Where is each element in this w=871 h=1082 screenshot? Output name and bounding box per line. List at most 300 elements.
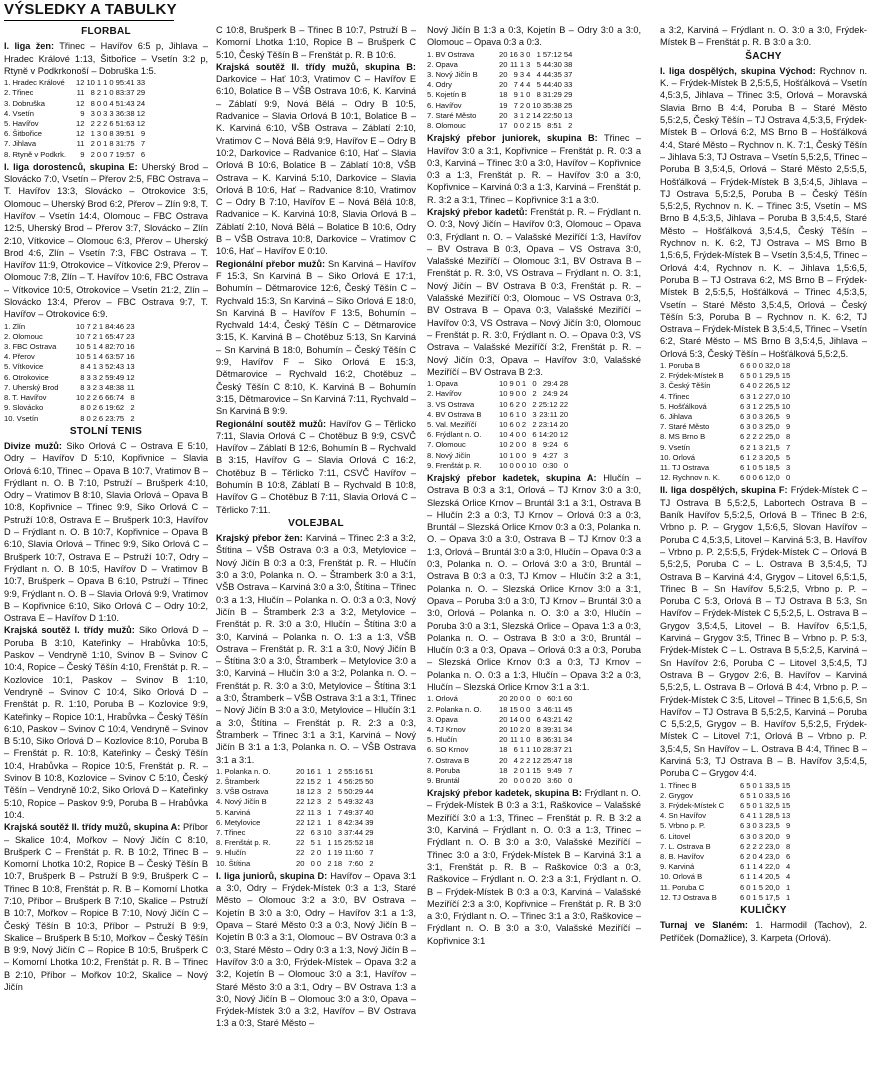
stat-cell: 1 — [752, 872, 757, 882]
stat-cell: 4 — [758, 852, 763, 861]
stat-cell: 1 — [752, 391, 757, 401]
team-cell: 11. TJ Ostrava — [660, 463, 710, 473]
team-cell: 8. T. Havířov — [4, 393, 47, 403]
stat-cell: 20 — [296, 766, 305, 776]
team-cell: 9. Hlučín — [216, 848, 246, 858]
stat-cell: 5 — [758, 882, 763, 892]
stat-cell: 2 — [96, 119, 102, 128]
stat-cell: 15 — [781, 780, 791, 790]
stat-cell: 5 — [746, 800, 751, 810]
stat-cell: 3 — [519, 49, 525, 59]
stat-cell: 10 — [781, 401, 791, 411]
tenis-rp-text: Sn Karviná – Havířov F 15:3, Sn Karviná B – Siko Orlová E 17:1, Bohumín – Dětmarovice 12:6, Český Těšín C – Rychvald 15:3, Sn Karviná – Siko Orlová E 18:0, Sn Karviná B – Havířov F 13:5, Bohumín – Rychvald 14:4, Český Těšín C – Dětmarovice 3:15, K. Karviná B – Chotěbuz 5:13, Sn Karviná – Sn Karviná B 18:0, Bohumín – Český Těšín C 9:9, Havířov F – Siko Orlová E 15:3, Dětmarovice – Rychvald 16:2, Chotěbuz – Český Těšín C 8:10, K. Karviná B – Bohumín 3:15, Dětmarovice – Sn Karviná 7:11, Rychvald – Sn Karviná B 9:9. — [216, 258, 416, 417]
stat-cell: 1 — [526, 765, 531, 775]
team-cell: 7. Staré Město — [660, 422, 710, 432]
stat-cell: 0 — [758, 790, 763, 800]
stat-cell: 0 — [752, 473, 757, 483]
stat-cell: 8 — [536, 735, 541, 745]
table-row — [660, 453, 792, 463]
stat-cell: 4 — [758, 862, 763, 872]
volejbal-kadetky-b-continued: a 3:2, Karviná – Frýdlant n. O. 3:0 a 3:0, Frýdek-Místek B – Frenštát p. R. B 3:0 a 3:0. — [660, 25, 867, 48]
table-row — [660, 392, 792, 402]
stat-cell: 9 — [513, 90, 518, 100]
page-title: VÝSLEDKY A TABULKY — [4, 1, 177, 18]
stat-cell: 9 — [140, 129, 146, 139]
stat-cell: 2 — [90, 119, 95, 128]
stat-cell: 6 — [109, 119, 114, 128]
team-cell: 1. Polanka n. O. — [216, 766, 271, 776]
stat-cell: 15 — [333, 838, 343, 848]
stat-cell: 0 — [526, 714, 531, 724]
stat-cell: 6 — [509, 409, 514, 419]
stat-cell: 39:31 — [542, 724, 562, 734]
stat-cell: 2 — [758, 432, 763, 442]
team-cell: 9. Vsetín — [660, 442, 690, 452]
stat-cell: 37:44 — [344, 828, 364, 838]
stat-cell: 0 — [521, 440, 527, 450]
stat-cell: 1 — [752, 882, 757, 892]
stat-cell: 2 — [327, 858, 332, 868]
table-row — [660, 801, 792, 811]
table-row — [216, 777, 376, 787]
team-cell: 10. Štítina — [216, 858, 251, 868]
stat-cell: 59:49 — [105, 372, 125, 382]
stat-cell: 0 — [521, 389, 527, 399]
stat-cell: 25:47 — [542, 755, 562, 765]
stat-cell: 6 — [98, 413, 104, 423]
stat-cell: 10 — [499, 450, 508, 460]
stat-cell: 2 — [96, 88, 102, 98]
stat-cell: 42:34 — [344, 817, 364, 827]
stat-cell: 2 — [532, 399, 537, 409]
stat-cell: 12 — [126, 372, 135, 382]
stat-cell: 20 — [499, 735, 508, 745]
table-row — [427, 440, 570, 450]
stat-cell: 6 — [740, 381, 745, 391]
florbal-zeny-results — [4, 40, 208, 77]
team-cell: 2. Třinec — [4, 88, 34, 98]
stat-cell: 10 — [528, 460, 537, 470]
tenis-ks2a-results — [4, 821, 208, 993]
stat-cell: 2 — [509, 440, 514, 450]
stat-cell: 38 — [563, 59, 573, 69]
stat-cell: 2 — [86, 393, 91, 403]
table-row — [660, 872, 792, 882]
table-row — [660, 883, 792, 893]
stat-cell: 8 — [80, 382, 85, 392]
stat-cell: 20 — [499, 70, 508, 79]
table-row — [427, 451, 570, 461]
stat-cell: 5 — [310, 838, 315, 848]
volejbal-kadetky-a-table — [427, 694, 574, 786]
stat-cell: 0 — [316, 858, 322, 868]
stat-cell: 18 — [365, 838, 374, 848]
kulicky-label: Turnaj ve Slaném: — [660, 920, 748, 931]
stat-cell: 10 — [499, 389, 508, 399]
stat-cell: 2 — [327, 787, 332, 797]
stat-cell: 1 — [509, 450, 514, 460]
table-row — [427, 420, 570, 430]
team-cell: 8. Poruba — [427, 765, 460, 775]
stat-cell: 2 — [532, 389, 537, 399]
stat-cell: 6 — [532, 430, 537, 440]
table-row — [427, 410, 570, 420]
stat-cell: 18 — [499, 90, 508, 100]
stat-cell: 6 — [740, 800, 745, 810]
stat-cell: 0 — [758, 361, 763, 371]
stat-cell: 5 — [86, 352, 91, 362]
stat-cell: 7:60 — [348, 858, 364, 868]
stat-cell: 44:30 — [542, 59, 562, 69]
stat-cell: 10 — [499, 460, 508, 470]
stat-cell: 2 — [310, 848, 315, 858]
stat-cell: 0 — [526, 724, 531, 734]
team-cell: 2. Štramberk — [216, 777, 260, 787]
stat-cell: 3 — [316, 807, 322, 817]
stat-cell: 0 — [519, 775, 525, 785]
table-row — [427, 776, 574, 786]
stat-cell: 6 — [310, 828, 315, 838]
table-row — [4, 150, 147, 160]
stat-cell: 7 — [109, 149, 114, 159]
stat-cell: 1 — [752, 892, 757, 902]
stat-cell: 28 — [559, 379, 569, 389]
stat-cell: 0 — [752, 412, 757, 422]
stat-cell: 8 — [130, 393, 135, 403]
stat-cell: 12 — [136, 108, 146, 118]
stat-cell: 4 — [746, 811, 751, 821]
stat-cell: 5 — [86, 342, 91, 352]
stat-cell: 3 — [337, 828, 343, 838]
volejbal-kadeti-results — [427, 206, 641, 378]
stat-cell: 3 — [513, 110, 518, 120]
stat-cell: 1 — [103, 88, 108, 98]
stat-cell: 22:50 — [542, 110, 562, 120]
stat-cell: 2 — [752, 841, 757, 851]
stat-cell: 82:70 — [105, 342, 125, 352]
table-row — [427, 461, 570, 471]
stat-cell: 26,5 — [764, 381, 780, 391]
stat-cell: 20 — [296, 858, 305, 868]
stat-cell: 22 — [296, 838, 305, 848]
stat-cell: 23 — [126, 321, 135, 331]
stat-cell: 11 — [76, 88, 85, 98]
stat-cell: 2 — [130, 413, 135, 423]
tenis-divize-text: Siko Orlová C – Ostrava E 5:10, Odry – Havířov D 5:10, Kopřivnice – Slavia Orlová 6:10, Třinec – Opava B 10:7, Vratimov B – Frýdlant n. O. B 7:10, Pstruží – Brušperk 4:10, Odry – Vratimov B 8:10, Slavia Orlová – Opava B 10:8, Kopřivnice – Třinec 9:9, Siko Orlová C – Pstruží 10:8, Ostrava E – Brušperk 10:3, Havířov D – Frýdlant n. O. B 10:7, Kopřivnice – Opava B 6:10, Slavia Orlová – Třinec 9:9, Siko Orlová C – Brušperk 10:7, Ostrava E – Pstruží 10:7, Odry – Frýdlant n. O. B 10:5, Havířov D – Vratimov B 10:7, Brušperk – Opava B 6:10, Pstruží – Třinec 9:9, Frýdlant n. O. B – Slavia Orlová 9:9, Vratimov B – Kopřivnice 6:10, Siko Orlová C – Odry 10:2, Ostrava E – Havířov D 1:10. — [4, 441, 208, 624]
stat-cell: 21,5 — [764, 442, 780, 452]
stat-cell: 10 — [499, 419, 508, 429]
stat-cell: 5 — [337, 797, 343, 807]
stat-cell: 6 — [746, 361, 751, 371]
stat-cell: 7 — [513, 80, 518, 90]
stat-cell: 50 — [365, 777, 374, 787]
stat-cell: 66:74 — [105, 393, 125, 403]
stat-cell: 65:47 — [105, 331, 125, 341]
tenis-ks2b-results — [216, 61, 416, 258]
table-row — [427, 766, 574, 776]
stat-cell: 48:38 — [105, 382, 125, 392]
stat-cell: 18 — [296, 787, 305, 797]
stat-cell: 9 — [532, 450, 537, 460]
stat-cell: 1 — [519, 735, 525, 745]
stat-cell: 7 — [568, 765, 573, 775]
table-row — [4, 129, 147, 139]
team-cell: 2. Grygov — [660, 790, 693, 800]
stat-cell: 10 — [499, 379, 508, 389]
stat-cell: 1 — [327, 848, 332, 858]
stat-cell: 3 — [746, 831, 751, 841]
volejbal-juniorky-text: Třinec – Havířov 3:0 a 3:1, Kopřivnice – Frenštát p. R. 0:3 a 0:3, Karviná – Třinec 3:0 a 3:0, Havířov – Kopřivnice 0:3 a 1:3, Frenštát p. R. – Havířov 3:0 a 3:0, Kopřivnice – Karviná 0:3 a 1:3, Karviná – Frenštát p. R. 3:2 a 3:1, Třinec – Kopřivnice 3:1 a 3:0. — [427, 133, 641, 205]
stat-cell: 0 — [519, 704, 525, 714]
stat-cell: 10 — [76, 331, 85, 341]
table-row — [427, 756, 574, 766]
stat-cell: 5 — [758, 892, 763, 902]
stat-cell: 2 — [515, 399, 520, 409]
table-row — [4, 403, 137, 413]
stat-cell: 2 — [316, 777, 322, 787]
stat-cell: 1 — [327, 807, 332, 817]
stat-cell: 5 — [536, 59, 541, 69]
stat-cell: 0 — [96, 149, 102, 159]
stat-cell: 0 — [109, 88, 114, 98]
stat-cell: 22 — [296, 777, 305, 787]
stat-cell: 29 — [365, 828, 374, 838]
table-row — [660, 402, 792, 412]
stat-cell: 6 — [98, 393, 104, 403]
table-row — [427, 430, 570, 440]
stat-cell: 0 — [526, 694, 531, 704]
stat-cell: 3 — [92, 372, 97, 382]
stat-cell: 2 — [746, 841, 751, 851]
stat-cell: 18 — [781, 361, 791, 371]
stat-cell: 10 — [499, 399, 508, 409]
table-row — [4, 352, 137, 362]
team-cell: 6. Metylovice — [216, 817, 261, 827]
stat-cell: 1 — [758, 811, 763, 821]
team-cell: 2. Opava — [427, 59, 458, 69]
stat-cell: 22 — [296, 848, 305, 858]
stat-cell: 37 — [563, 70, 573, 79]
stat-cell: 1 — [746, 862, 751, 872]
stat-cell: 3 — [746, 422, 751, 432]
stat-cell: 13 — [126, 362, 135, 372]
stat-cell: 25,0 — [764, 432, 780, 442]
stat-cell: 12,0 — [764, 473, 780, 483]
team-cell: 12. TJ Ostrava B — [660, 892, 717, 902]
stat-cell: 10 — [781, 391, 791, 401]
stat-cell: 15 — [781, 371, 791, 381]
stat-cell: 2 — [92, 382, 97, 392]
stat-cell: 3 — [746, 391, 751, 401]
stat-cell: 2 — [758, 401, 763, 411]
stat-cell: 0 — [752, 852, 757, 861]
volejbal-heading: VOLEJBAL — [288, 517, 344, 529]
stat-cell: 2 — [130, 403, 135, 413]
table-row — [4, 139, 147, 149]
stat-cell: 0 — [515, 460, 520, 470]
stat-cell: 60 — [563, 694, 573, 704]
stat-cell: 19 — [499, 100, 508, 110]
team-cell: 9. Slovácko — [4, 403, 44, 413]
stat-cell: 19:62 — [105, 403, 125, 413]
kulicky-text: 1. Harmodil (Tachov), 2. Petříček (Domažlice), 3. Karpeta (Orlová). — [660, 920, 867, 943]
team-cell: 2. Olomouc — [4, 331, 43, 341]
stat-cell: 6 — [740, 841, 745, 851]
stat-cell: 16 — [306, 766, 315, 776]
stat-cell: 95:41 — [115, 78, 135, 88]
stat-cell: 1 — [327, 777, 332, 787]
stat-cell: 31:75 — [115, 139, 135, 149]
stat-cell: 2 — [746, 432, 751, 442]
stat-cell: 51:43 — [115, 98, 135, 108]
stat-cell: 9 — [509, 389, 514, 399]
stat-cell: 3 — [536, 704, 541, 714]
table-row — [427, 50, 574, 60]
stat-cell: 1 — [758, 780, 763, 790]
stat-cell: 2 — [92, 321, 97, 331]
stat-cell: 0 — [509, 460, 514, 470]
stat-cell: 2 — [90, 139, 95, 149]
stat-cell: 22 — [296, 797, 305, 807]
stat-cell: 0 — [521, 409, 527, 419]
stat-cell: 7 — [140, 139, 146, 149]
stat-cell: 8 — [90, 98, 95, 108]
volejbal-kadetky-b-text: Frýdlant n. O. – Frýdek-Místek B 0:3 a 3:1, Raškovice – Valašské Meziříčí 3:0 a 1:3, Třinec – Frenštát p. R. B 3:2 a 3:0, Karviná – Frýdlant n. O. 0:3 a 1:3, Třinec – Frýdlant n. O. B 3:0 a 3:0, Valašské Meziříčí – Třinec 3:0 a 3:0, Frýdek-Místek B – Karviná 3:1 a 3:1, Frenštát p. R. B – Raškovice 0:3 a 0:3, Raškovice – Frýdlant n. O. 2:3 a 3:1, Frýdlant n. O. B – Frýdek-Místek B 0:3 a 0:3, Karviná – Valašské Meziříčí 2:3 a 3:0, Kopřivnice – Frenštát p. R. B 3:0 a 3:0, Frýdlant n. O. – Třinec 3:1 a 3:0, Raškovice – Frýdlant n. O. B 3:0 a 3:0, Valašské Meziříčí – Kopřivnice 3:1 — [427, 788, 641, 946]
stat-cell: 0 — [752, 422, 757, 432]
team-cell: 1. BV Ostrava — [427, 49, 475, 59]
stat-cell: 84:46 — [105, 321, 125, 331]
table-row — [660, 821, 792, 831]
stat-cell: 10 — [499, 440, 508, 450]
stat-cell: 9 — [513, 70, 518, 79]
stat-cell: 3 — [758, 422, 763, 432]
table-row — [4, 393, 137, 403]
stat-cell: 12 — [532, 755, 541, 765]
stat-cell: 4 — [86, 362, 91, 372]
stat-cell: 18,5 — [764, 463, 780, 473]
stat-cell: 0 — [103, 98, 108, 108]
stat-cell: 1 — [316, 817, 322, 827]
stat-cell: 29 — [136, 88, 146, 98]
column-1 — [4, 24, 208, 1080]
table-row — [427, 725, 574, 735]
team-cell: 3. FBC Ostrava — [4, 342, 57, 352]
stat-cell: 6 — [740, 391, 745, 401]
stat-cell: 56:25 — [344, 777, 364, 787]
stat-cell: 4 — [519, 80, 525, 90]
stat-cell: 1 — [752, 811, 757, 821]
stat-cell: 12 — [306, 797, 315, 807]
stat-cell: 2 — [327, 797, 332, 807]
stat-cell: 12 — [76, 98, 85, 108]
stat-cell: 33,5 — [764, 780, 780, 790]
stat-cell: 20,0 — [764, 882, 780, 892]
stat-cell: 0 — [521, 460, 527, 470]
stat-cell: 45 — [563, 704, 573, 714]
table-row — [427, 745, 574, 755]
stat-cell: 31:29 — [542, 90, 562, 100]
stat-cell: 25,0 — [764, 422, 780, 432]
stat-cell: 0 — [752, 361, 757, 371]
stat-cell: 6 — [563, 440, 569, 450]
team-cell: 3. Nový Jičín B — [427, 70, 478, 79]
table-row — [4, 362, 137, 372]
stat-cell: 9 — [785, 821, 791, 831]
stat-cell: 7 — [513, 100, 518, 110]
stat-cell: 40 — [365, 807, 374, 817]
stat-cell: 11 — [76, 139, 85, 149]
stat-cell: 13 — [563, 110, 573, 120]
stat-cell: 10 — [76, 393, 85, 403]
stat-cell: 54 — [563, 49, 573, 59]
stat-cell: 5 — [337, 787, 343, 797]
team-cell: 2. Havířov — [427, 389, 462, 399]
stat-cell: 3 — [758, 452, 763, 462]
stat-cell: 4 — [98, 352, 104, 362]
volejbal-juniorky-results — [427, 132, 641, 206]
team-cell: 4. TJ Krnov — [427, 724, 466, 734]
stat-cell: 6 — [740, 831, 745, 841]
stat-cell: 10 — [499, 430, 508, 440]
stat-cell: 20,5 — [764, 452, 780, 462]
stat-cell: 25,5 — [764, 401, 780, 411]
stat-cell: 8 — [536, 724, 541, 734]
table-row — [660, 422, 792, 432]
stat-cell: 2 — [337, 766, 343, 776]
stat-cell: 25 — [563, 100, 573, 110]
stat-cell: 33,5 — [764, 790, 780, 800]
team-cell: 4. Přerov — [4, 352, 35, 362]
table-row — [4, 342, 137, 352]
stat-cell: 4:27 — [542, 450, 558, 460]
stat-cell: 6 — [740, 422, 745, 432]
stat-cell: 6 — [509, 419, 514, 429]
stat-cell: 29,5 — [764, 371, 780, 381]
stat-cell: 0 — [526, 775, 531, 785]
team-cell: 8. Frenštát p. R. — [216, 838, 271, 848]
stat-cell: 8 — [80, 413, 85, 423]
stat-cell: 1 — [519, 59, 525, 69]
team-cell: 6. SO Krnov — [427, 745, 469, 755]
stat-cell: 6 — [740, 882, 745, 892]
stat-cell: 51 — [365, 766, 374, 776]
stat-cell: 3 — [758, 412, 763, 422]
stat-cell: 1 — [96, 78, 102, 88]
table-row — [216, 838, 376, 848]
stat-cell: 51:63 — [115, 119, 135, 128]
kulicky-heading: KULIČKY — [740, 905, 787, 917]
stat-cell: 18 — [499, 765, 508, 775]
stat-cell: 2 — [519, 724, 525, 734]
team-cell: 6. Litovel — [660, 831, 691, 841]
stat-cell: 23,0 — [764, 841, 780, 851]
stat-cell: 28:37 — [542, 745, 562, 755]
stat-cell: 7 — [337, 807, 343, 817]
stat-cell: 3 — [746, 412, 751, 422]
volejbal-kadetky-a-label: Krajský přebor kadetek, skupina A: — [427, 472, 597, 483]
stat-cell: 23 — [126, 331, 135, 341]
team-cell: 3. Dobruška — [4, 98, 45, 108]
team-cell: 10. Orlová B — [660, 872, 703, 882]
table-row — [427, 121, 574, 131]
stat-cell: 15 — [781, 800, 791, 810]
volejbal-juniori-text: Havířov – Opava 3:1 a 3:0, Odry – Frýdek-Místek 0:3 a 1:3, Staré Město – Olomouc 3:2 a 3:0, BV Ostrava – Kojetín B 3:0 a 3:0, Odry – Havířov 3:1 a 1:3, Opava – Staré Město 0:3 a 0:3, Nový Jičín B – Kojetín B 0:3 a 3:1, Olomouc – BV Ostrava 0:3 a 0:3, Staré Město – Odry 0:3 a 1:3, Nový Jičín B – Havířov 3:0 a 3:0, Frýdek-Místek – Opava 3:2 a 3:2, Kojetín B – Olomouc 3:0 a 3:1, Havířov – Staré Město 3:0 a 3:1, Odry – BV Ostrava 1:3 a 3:0, Nový Jičín B – Olomouc 3:0 a 3:0, Opava – Frýdek-Místek 3:0 a 3:2, Havířov – BV Ostrava 1:3 a 0:3, Staré Město – — [216, 870, 416, 1029]
stat-cell: 4 — [513, 755, 518, 765]
stat-cell: 0 — [752, 463, 757, 473]
stat-cell: 2 — [92, 331, 97, 341]
florbal-dorost-results — [4, 161, 208, 321]
stat-cell: 20 — [499, 80, 508, 90]
